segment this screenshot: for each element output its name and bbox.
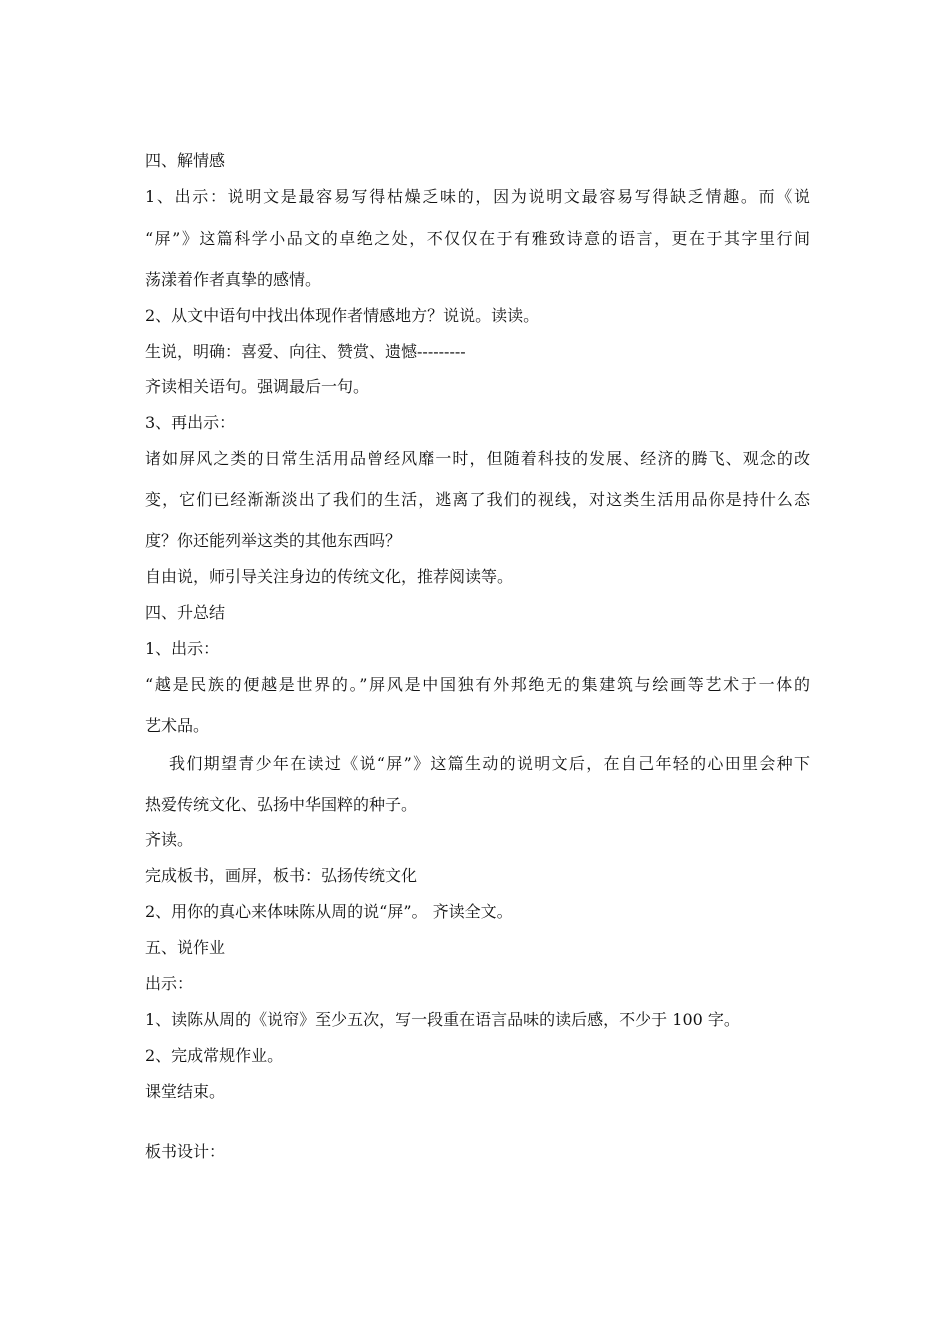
paragraph-line: 齐读相关语句。强调最后一句。 — [145, 377, 370, 396]
paragraph-line: 自由说，师引导关注身边的传统文化，推荐阅读等。 — [145, 567, 514, 586]
paragraph-line: 艺术品。 — [145, 716, 210, 735]
paragraph-line: 完成板书，画屏，板书：弘扬传统文化 — [145, 866, 418, 885]
paragraph-line: 我们期望青少年在读过《说“屏”》这篇生动的说明文后，在自己年轻的心田里会种下 — [169, 754, 810, 773]
paragraph-line: 出示： — [145, 974, 194, 993]
paragraph-line: 生说，明确：喜爱、向往、赞赏、遗憾--------- — [145, 342, 466, 361]
paragraph-line: 荡漾着作者真挚的感情。 — [145, 270, 322, 289]
section-heading: 四、解情感 — [145, 151, 226, 170]
paragraph-line: 诸如屏风之类的日常生活用品曾经风靡一时，但随着科技的发展、经济的腾飞、观念的改 — [145, 449, 810, 468]
paragraph-line: 齐读。 — [145, 830, 194, 849]
paragraph-line: “越是民族的便越是世界的。”屏风是中国独有外邦绝无的集建筑与绘画等艺术于一体的 — [145, 675, 810, 694]
section-heading: 五、说作业 — [145, 938, 226, 957]
paragraph-line: 3、再出示： — [145, 413, 236, 432]
paragraph-line: 变，它们已经渐渐淡出了我们的生活，逃离了我们的视线，对这类生活用品你是持什么态 — [145, 490, 810, 509]
paragraph-line: “屏”》这篇科学小品文的卓绝之处，不仅仅在于有雅致诗意的语言，更在于其字里行间 — [145, 229, 810, 248]
paragraph-line: 热爱传统文化、弘扬中华国粹的种子。 — [145, 795, 418, 814]
paragraph-line: 1、读陈从周的《说帘》至少五次，写一段重在语言品味的读后感，不少于 100 字。 — [145, 1010, 740, 1029]
paragraph-line: 2、完成常规作业。 — [145, 1046, 284, 1065]
paragraph-line: 1、出示： — [145, 639, 220, 658]
section-heading: 板书设计： — [145, 1142, 226, 1161]
section-heading: 四、升总结 — [145, 603, 226, 622]
paragraph-line: 度？你还能列举这类的其他东西吗？ — [145, 531, 402, 550]
paragraph-line: 课堂结束。 — [145, 1082, 226, 1101]
paragraph-line: 1、出示：说明文是最容易写得枯燥乏味的，因为说明文最容易写得缺乏情趣。而《说 — [145, 187, 810, 206]
paragraph-line: 2、从文中语句中找出体现作者情感地方？说说。读读。 — [145, 306, 540, 325]
paragraph-line: 2、用你的真心来体味陈从周的说“屏”。 齐读全文。 — [145, 902, 513, 921]
